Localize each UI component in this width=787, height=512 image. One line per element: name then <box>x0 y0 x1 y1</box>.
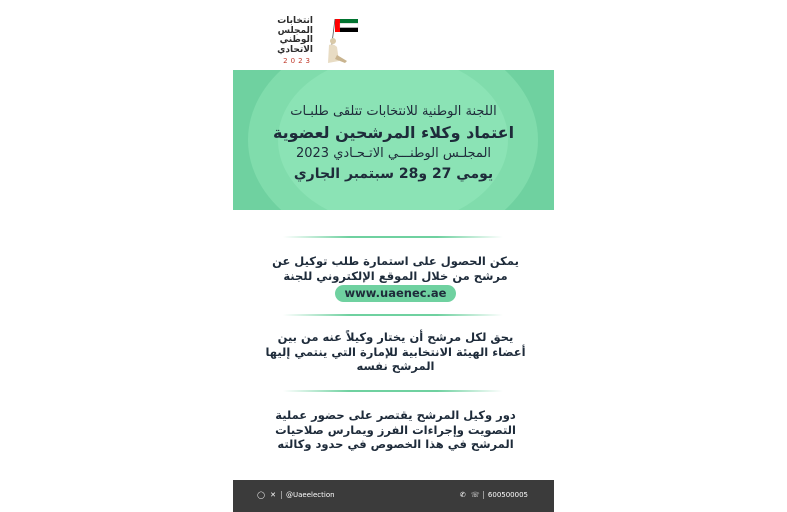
phone-icon[interactable]: ☏ <box>470 491 480 499</box>
flag-bearer-icon <box>325 17 365 67</box>
logo-year: 2023 <box>283 57 313 65</box>
banner-line-1: اللجنة الوطنية للانتخابات تتلقى طلبـات <box>290 104 497 119</box>
section-3-text: دور وكيل المرشح يقتصر على حضور عملية التصويت وإجراءات الفرز ويمارس صلاحيات المرشح في هذا الخصوص في حدود وكالته <box>275 408 516 451</box>
headline-banner <box>233 70 554 210</box>
divider <box>283 390 503 392</box>
social-handle: @Uaeelection <box>286 491 335 499</box>
divider <box>283 236 503 238</box>
banner-line-2: اعتماد وكلاء المرشحين لعضوية <box>272 123 515 142</box>
divider <box>283 314 503 316</box>
poster <box>233 0 554 512</box>
whatsapp-icon[interactable]: ✆ <box>459 491 466 499</box>
section-1-text: يمكن الحصول على استمارة طلب توكيل عن مرشح من خلال الموقع الإلكتروني للجنة <box>272 254 519 283</box>
section-2-text: يحق لكل مرشح أن يختار وكيلاً عنه من بين أعضاء الهيئة الانتخابية للإمارة التي ينتمي إليها المرشح نفسه <box>265 330 526 373</box>
website-link[interactable]: www.uaenec.ae <box>335 285 457 302</box>
logo-title: انتخابات المجلس الوطني الاتحادي <box>277 16 313 55</box>
x-icon[interactable]: ✕ <box>270 491 276 499</box>
election-logo <box>255 17 365 67</box>
instagram-icon[interactable]: ◯ <box>257 491 265 499</box>
banner-line-3: المجلـس الوطنـــي الاتـحـادي 2023 <box>295 146 492 161</box>
banner-line-4: يومي 27 و28 سبتمبر الجاري <box>293 166 494 182</box>
phone-number: 600500005 <box>487 491 528 499</box>
footer-bar <box>233 480 554 512</box>
section-form-info <box>263 254 528 302</box>
